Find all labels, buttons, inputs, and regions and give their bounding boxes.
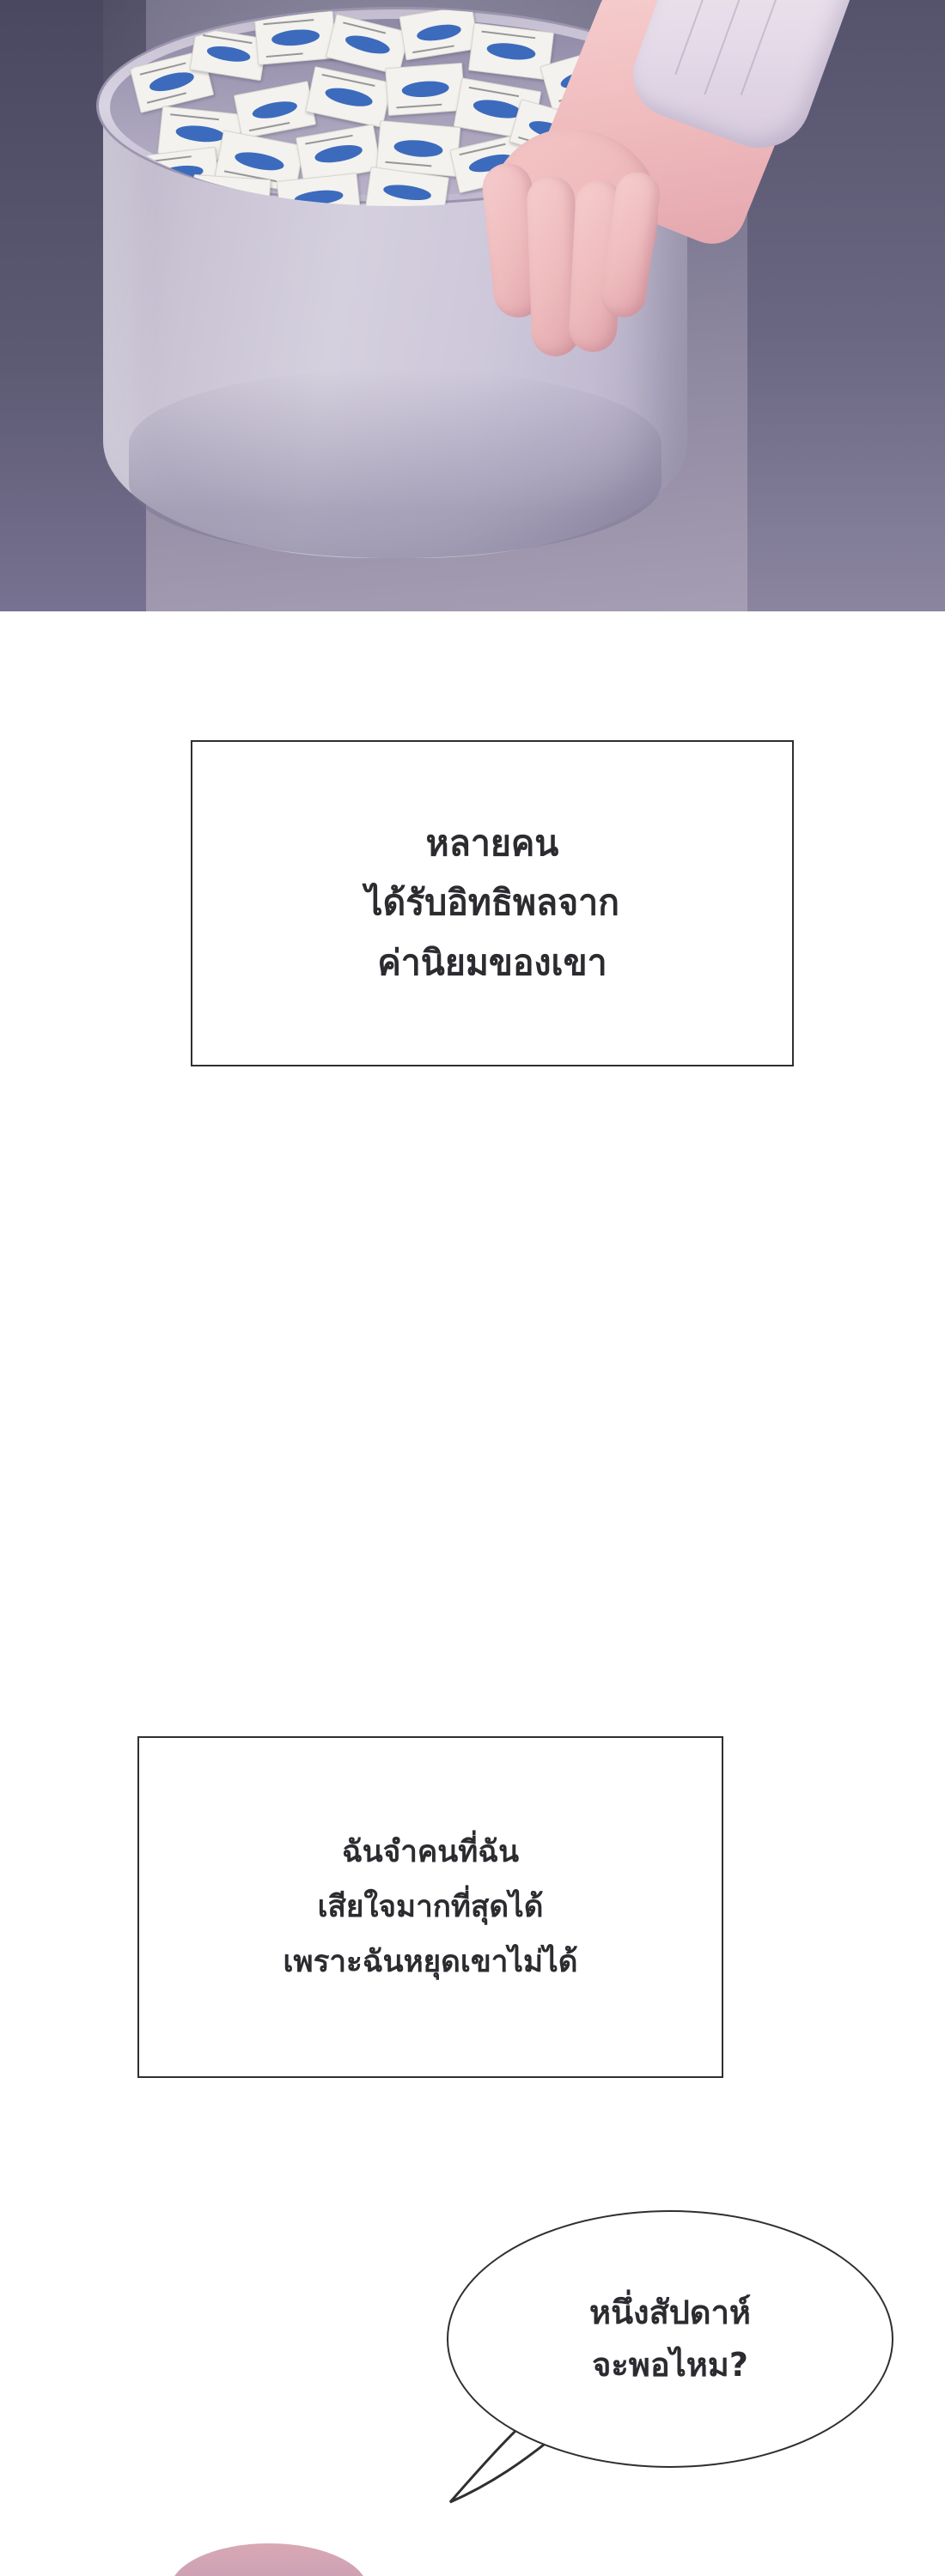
panel-divider: [0, 611, 945, 618]
paper-slip: [305, 66, 392, 128]
panel-gap: [0, 2535, 945, 2576]
slip-stamp-icon: [271, 27, 320, 47]
slip-stamp-icon: [207, 189, 254, 205]
bubble-line: หนึ่งสัปดาห์: [589, 2293, 751, 2332]
slip-stamp-icon: [234, 149, 286, 173]
bubble-line: จะพอไหม?: [592, 2346, 748, 2384]
slip-stamp-icon: [148, 69, 196, 94]
speech-bubble-group: [447, 2210, 911, 2537]
slip-stamp-icon: [175, 124, 226, 144]
caption-line: เพราะฉันหยุดเขาไม่ได้: [283, 1945, 578, 1980]
caption-line: เสียใจมากที่สุดได้: [317, 1889, 544, 1924]
slip-stamp-icon: [324, 85, 374, 110]
hand-illustration: [404, 0, 765, 481]
caption-line: ได้รับอิทธิพลจาก: [365, 882, 619, 924]
paper-slip: [234, 81, 316, 139]
paper-slip: [254, 10, 338, 65]
paper-slip: [192, 174, 271, 206]
caption-line: ฉันจำคนที่ฉัน: [341, 1834, 520, 1869]
caption-box-1: [191, 740, 794, 1066]
slip-stamp-icon: [206, 44, 252, 64]
slip-stamp-icon: [251, 99, 299, 122]
speech-bubble-1: [447, 2210, 893, 2468]
paper-slip: [326, 14, 410, 76]
slip-stamp-icon: [344, 32, 392, 57]
panel-bucket-illustration: [0, 0, 945, 611]
slip-stamp-icon: [294, 188, 344, 206]
slip-stamp-icon: [314, 142, 363, 165]
caption-line: ค่านิยมของเขา: [377, 941, 607, 983]
caption-line: หลายคน: [425, 822, 559, 864]
caption-box-2: [137, 1736, 723, 2078]
